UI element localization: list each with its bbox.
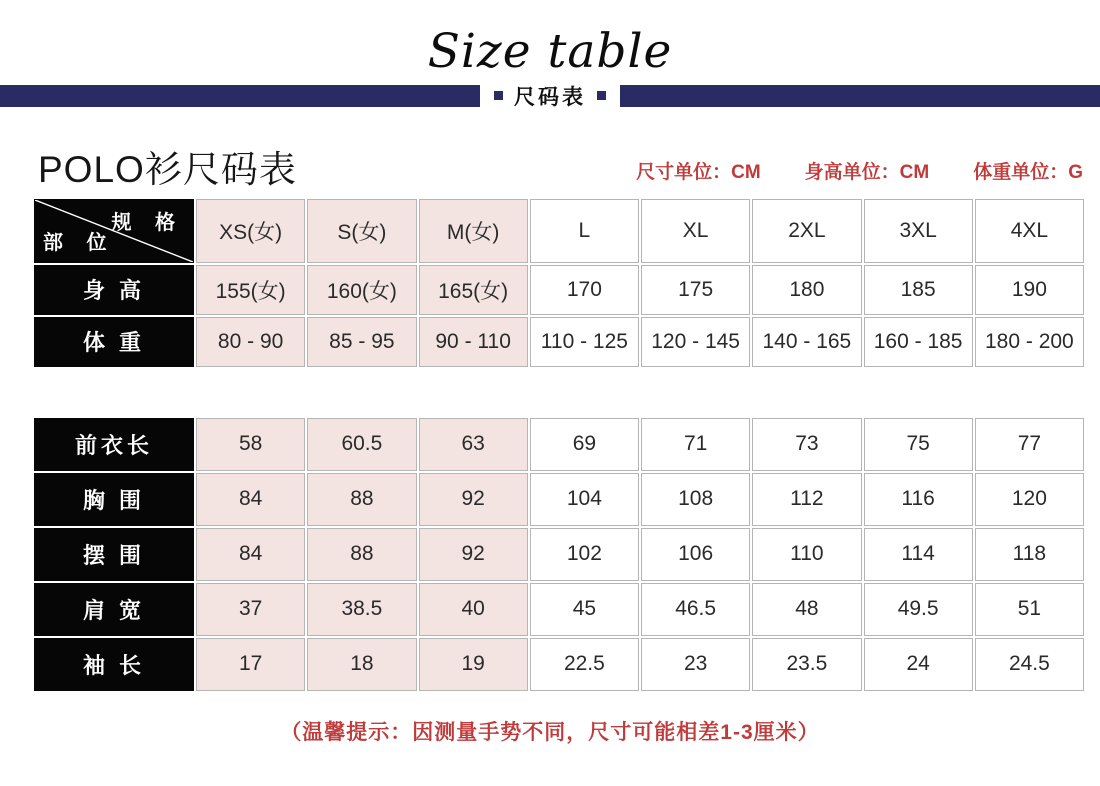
column-header: S(女): [307, 199, 416, 263]
table-cell: 75: [864, 418, 973, 471]
table-cell: 120: [975, 473, 1084, 526]
table-row: [34, 583, 1084, 636]
table-cell: 120 - 145: [641, 317, 750, 367]
corner-part-label: 部 位: [43, 231, 116, 254]
table-cell: 58: [196, 418, 305, 471]
weight-unit-label: 体重单位：G: [973, 161, 1083, 183]
table-cell: 155(女): [196, 265, 305, 315]
table-cell: 73: [752, 418, 861, 471]
table-cell: 38.5: [307, 583, 416, 636]
table-cell: 175: [641, 265, 750, 315]
table-cell: 80 - 90: [196, 317, 305, 367]
table-cell: 84: [196, 473, 305, 526]
size-unit-label: 尺寸单位：CM: [636, 161, 761, 183]
column-header: 4XL: [975, 199, 1084, 263]
page-title: Size table: [427, 24, 673, 79]
table-title: POLO衫尺码表: [38, 148, 297, 190]
table-cell: 90 - 110: [419, 317, 528, 367]
table-cell: 114: [864, 528, 973, 581]
table-cell: 17: [196, 638, 305, 691]
table-cell: 48: [752, 583, 861, 636]
table-cell: 185: [864, 265, 973, 315]
table-cell: 140 - 165: [752, 317, 861, 367]
size-table-body: [34, 199, 1084, 367]
banner-bar: [0, 85, 1100, 107]
table-cell: 160(女): [307, 265, 416, 315]
table-cell: 102: [530, 528, 639, 581]
table-row: [34, 317, 1084, 367]
height-unit-label: 身高单位：CM: [804, 161, 930, 183]
table-cell: 46.5: [641, 583, 750, 636]
table-cell: 108: [641, 473, 750, 526]
table-row: [34, 418, 1084, 471]
measure-table: [32, 416, 1086, 693]
table-cell: 88: [307, 528, 416, 581]
table-cell: 118: [975, 528, 1084, 581]
table-cell: 71: [641, 418, 750, 471]
banner-label-text: 尺码表: [514, 85, 586, 109]
table-cell: 37: [196, 583, 305, 636]
table-cell: 104: [530, 473, 639, 526]
table-cell: 85 - 95: [307, 317, 416, 367]
table-cell: 49.5: [864, 583, 973, 636]
banner-label: [480, 82, 620, 110]
table-cell: 165(女): [419, 265, 528, 315]
table-cell: 106: [641, 528, 750, 581]
table-cell: 51: [975, 583, 1084, 636]
table-cell: 88: [307, 473, 416, 526]
size-table: [32, 197, 1086, 369]
measure-table-body: [34, 418, 1084, 691]
table-cell: 110: [752, 528, 861, 581]
table-cell: 63: [419, 418, 528, 471]
table-cell: 60.5: [307, 418, 416, 471]
table-cell: 160 - 185: [864, 317, 973, 367]
column-header: XS(女): [196, 199, 305, 263]
square-bullet-icon: [597, 91, 606, 100]
spec-part-corner-cell: [34, 199, 194, 263]
table-cell: 92: [419, 528, 528, 581]
table-row: [34, 528, 1084, 581]
table-cell: 18: [307, 638, 416, 691]
table-row: [34, 265, 1084, 315]
measurement-note: （温馨提示：因测量手势不同，尺寸可能相差1-3厘米）: [280, 720, 820, 744]
table-cell: 22.5: [530, 638, 639, 691]
table-cell: 23.5: [752, 638, 861, 691]
table-cell: 19: [419, 638, 528, 691]
row-header: 肩 宽: [34, 583, 194, 636]
row-header: 身 高: [34, 265, 194, 315]
table-cell: 110 - 125: [530, 317, 639, 367]
table-cell: 116: [864, 473, 973, 526]
row-header: 前衣长: [34, 418, 194, 471]
table-cell: 180: [752, 265, 861, 315]
column-header: M(女): [419, 199, 528, 263]
table-cell: 112: [752, 473, 861, 526]
column-header: 3XL: [864, 199, 973, 263]
table-cell: 40: [419, 583, 528, 636]
row-header: 袖 长: [34, 638, 194, 691]
table-row: [34, 473, 1084, 526]
column-header: XL: [641, 199, 750, 263]
table-cell: 92: [419, 473, 528, 526]
column-header: L: [530, 199, 639, 263]
table-cell: 24.5: [975, 638, 1084, 691]
table-cell: 170: [530, 265, 639, 315]
corner-spec-label: 规 格: [111, 211, 184, 234]
table-cell: 180 - 200: [975, 317, 1084, 367]
table-cell: 84: [196, 528, 305, 581]
table-row: [34, 638, 1084, 691]
unit-legend: [636, 157, 1083, 184]
table-cell: 77: [975, 418, 1084, 471]
row-header: 体 重: [34, 317, 194, 367]
square-bullet-icon: [494, 91, 503, 100]
table-cell: 45: [530, 583, 639, 636]
table-cell: 24: [864, 638, 973, 691]
table-header-row: [34, 199, 1084, 263]
table-cell: 69: [530, 418, 639, 471]
table-cell: 23: [641, 638, 750, 691]
section-heading: [38, 148, 1083, 190]
row-header: 胸 围: [34, 473, 194, 526]
column-header: 2XL: [752, 199, 861, 263]
table-cell: 190: [975, 265, 1084, 315]
row-header: 摆 围: [34, 528, 194, 581]
